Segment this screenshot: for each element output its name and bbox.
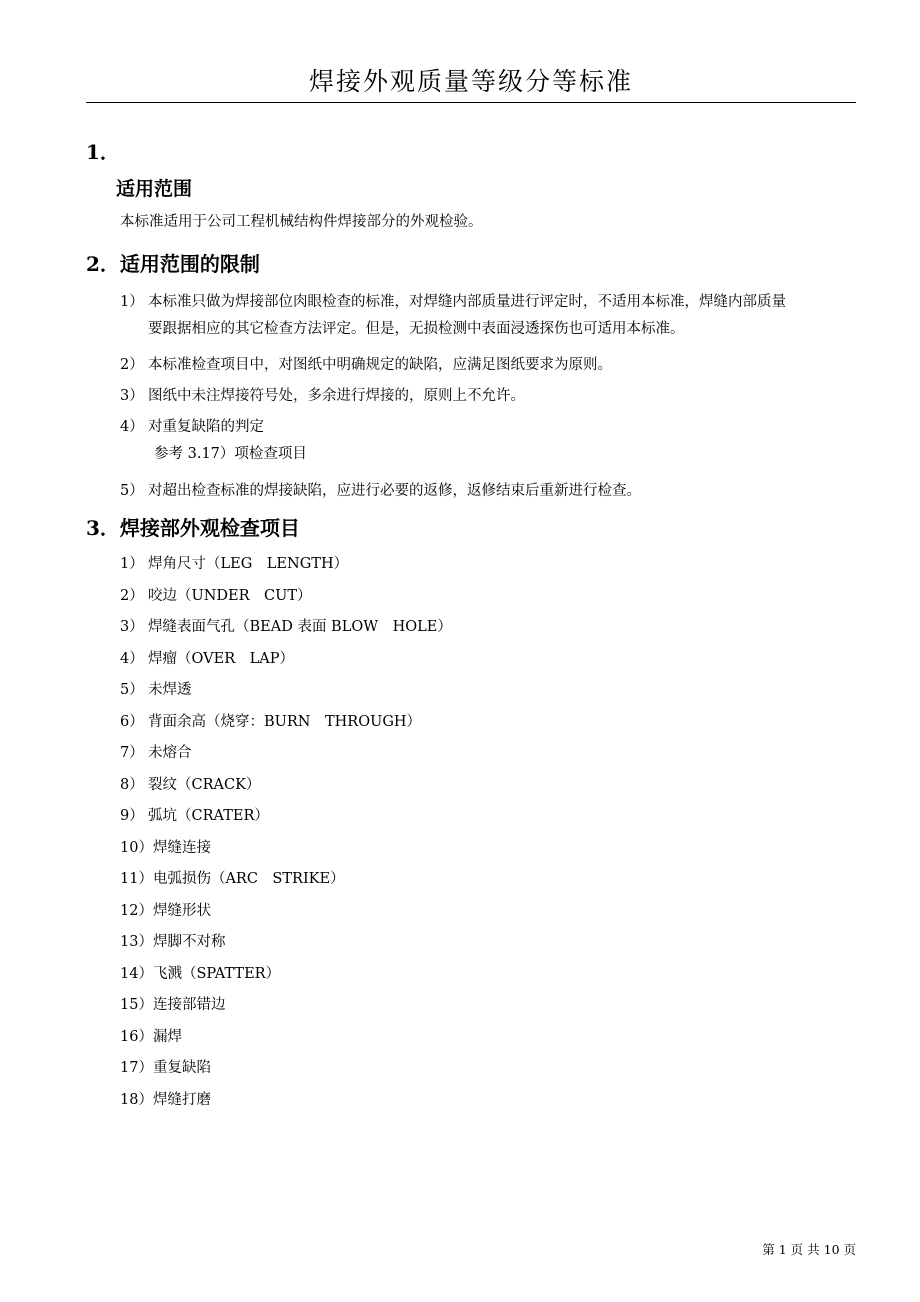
list-item [120, 584, 312, 605]
list-item [120, 1088, 211, 1109]
list-item-number: 9） [120, 808, 144, 824]
section-2-number: 2． [86, 252, 120, 276]
list-item-text: 焊脚不对称 [152, 934, 226, 950]
list-item [120, 773, 260, 794]
page-footer: 第 1 页 共 10 页 [762, 1242, 856, 1257]
list-item [120, 615, 452, 636]
list-item-number: 1） [120, 294, 144, 310]
list-item-text: 图纸中未注焊接符号处，多余进行焊接的，原则上不允许。 [148, 388, 525, 404]
list-item [120, 710, 421, 731]
list-item [120, 804, 269, 825]
list-item-text: 未焊透 [148, 682, 192, 698]
list-item-number: 11） [120, 871, 153, 887]
list-item-text: 弧坑（CRATER） [148, 808, 269, 824]
title-divider [86, 102, 856, 103]
list-item-text: 背面余高（烧穿：BURN THROUGH） [148, 714, 422, 730]
list-item-number: 5） [120, 682, 144, 698]
list-item-number: 4） [120, 419, 144, 435]
list-item-text: 对重复缺陷的判定 [148, 419, 264, 435]
list-item-text: 裂纹（CRACK） [148, 777, 261, 793]
list-item [120, 290, 786, 311]
list-item-text: 焊缝形状 [152, 903, 211, 919]
list-item-number: 2） [120, 588, 144, 604]
list-item-text: 焊缝打磨 [152, 1092, 211, 1108]
section-2-title: 适用范围的限制 [119, 252, 260, 276]
list-item [120, 1025, 182, 1046]
list-item-text: 焊缝表面气孔（BEAD 表面 BLOW HOLE） [148, 619, 452, 635]
list-item-number: 10） [120, 840, 153, 856]
list-item-text: 重复缺陷 [152, 1060, 211, 1076]
list-item [120, 993, 225, 1014]
list-item-number: 2） [120, 357, 144, 373]
list-item [120, 1056, 211, 1077]
list-item-number: 5） [120, 483, 144, 499]
list-item-number: 8） [120, 777, 144, 793]
list-item-text: 焊角尺寸（LEG LENGTH） [148, 556, 349, 572]
list-item-text: 焊缝连接 [152, 840, 211, 856]
section-2-heading [86, 248, 260, 277]
list-item-text: 漏焊 [152, 1029, 182, 1045]
list-item-number: 1） [120, 556, 144, 572]
list-item-number: 17） [120, 1060, 153, 1076]
list-item [120, 479, 641, 500]
section-1-title: 适用范围 [116, 178, 193, 200]
list-item [120, 552, 348, 573]
list-item-number: 6） [120, 714, 144, 730]
list-item-text: 咬边（UNDER CUT） [148, 588, 312, 604]
section-3-heading [86, 512, 300, 541]
list-item-text: 未熔合 [148, 745, 192, 761]
list-item [120, 836, 211, 857]
list-item-number: 14） [120, 966, 153, 982]
list-item [120, 962, 280, 983]
list-item [120, 741, 192, 762]
list-item [120, 899, 211, 920]
list-item [120, 678, 192, 699]
list-item-number: 16） [120, 1029, 153, 1045]
list-item-number: 4） [120, 651, 144, 667]
list-item-text: 连接部错边 [152, 997, 226, 1013]
list-item [120, 353, 612, 374]
list-item-number: 13） [120, 934, 153, 950]
list-item-number: 12） [120, 903, 153, 919]
list-item-text: 电弧损伤（ARC STRIKE） [152, 871, 345, 887]
list-item [120, 930, 225, 951]
list-item-text: 本标准只做为焊接部位肉眼检查的标准，对焊缝内部质量进行评定时，不适用本标准，焊缝内部质量 [148, 294, 786, 310]
list-item [120, 384, 525, 405]
list-item [120, 867, 345, 888]
document-title: 焊接外观质量等级分等标准 [308, 67, 633, 96]
list-item-number: 18） [120, 1092, 153, 1108]
list-item-number: 15） [120, 997, 153, 1013]
section-3-title: 焊接部外观检查项目 [119, 516, 300, 540]
list-item-text: 焊瘤（OVER LAP） [148, 651, 294, 667]
list-item-number: 3） [120, 388, 144, 404]
list-item-number: 3） [120, 619, 144, 635]
section-1-number: 1． [86, 140, 120, 164]
list-item-text: 本标准检查项目中，对图纸中明确规定的缺陷，应满足图纸要求为原则。 [148, 357, 612, 373]
list-item-continuation: 要跟据相应的其它检查方法评定。但是，无损检测中表面浸透探伤也可适用本标准。 [148, 321, 685, 337]
list-item [120, 647, 294, 668]
list-item-continuation: 参考 3.17）项检查项目 [154, 446, 307, 462]
section-1-heading [86, 136, 120, 165]
list-item-number: 7） [120, 745, 144, 761]
section-1-body: 本标准适用于公司工程机械结构件焊接部分的外观检验。 [120, 214, 483, 230]
list-item-text: 飞溅（SPATTER） [152, 966, 281, 982]
section-3-number: 3． [86, 516, 120, 540]
list-item-text: 对超出检查标准的焊接缺陷，应进行必要的返修，返修结束后重新进行检查。 [148, 483, 641, 499]
list-item [120, 415, 264, 436]
